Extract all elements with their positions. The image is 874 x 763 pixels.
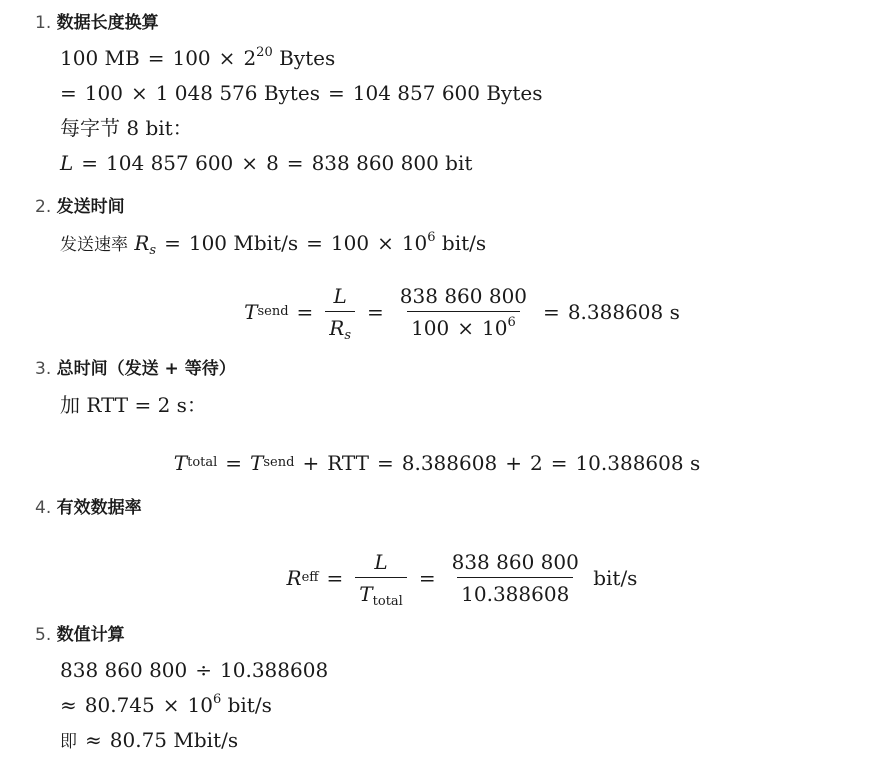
display-equation-send-time: T send = $\frac{L}{R_s}$ = $\frac{838 860 800}{100 \times 10^6}$ = 8.388608 s xyxy=(244,284,680,343)
section-number: 1. xyxy=(35,13,52,33)
section-title: 总时间（发送 + 等待） xyxy=(56,359,236,379)
section-3-heading xyxy=(35,356,236,382)
display-equation-effective-rate: R eff = $\frac{L}{T_{total}}$ = $\frac{838 860 800}{10.388608}$ bit/s xyxy=(286,550,638,609)
note-text: 加 RTT = 2 s： xyxy=(60,393,207,417)
equation-line: 即 ≈ 80.75 Mbit/s xyxy=(60,728,239,752)
section-1-heading xyxy=(35,10,159,36)
section-5-heading xyxy=(35,622,125,648)
display-equation-total-time: T total = T send + RTT = 8.388608 + 2 = 10.388608 s xyxy=(173,451,701,475)
equation-line: 100 MB = $100 \times 2^{20}$ Bytes xyxy=(60,45,336,70)
fraction: $\frac{838 860 800}{100 \times 10^6}$ xyxy=(399,284,528,340)
section-title: 有效数据率 xyxy=(56,498,142,518)
section-number: 2. xyxy=(35,197,52,217)
equation-line: ≈ $80.745 \times 10^6$ bit/s xyxy=(60,692,272,717)
note-text: 每字节 8 bit： xyxy=(60,116,193,140)
section-title: 数据长度换算 xyxy=(56,13,159,33)
section-number: 5. xyxy=(35,625,52,645)
fraction: $\frac{838 860 800}{10.388608}$ xyxy=(451,550,579,606)
section-2-heading xyxy=(35,194,125,220)
section-number: 3. xyxy=(35,359,52,379)
section-number: 4. xyxy=(35,498,52,518)
fraction: $\frac{L}{R_s}$ xyxy=(325,283,355,341)
section-4-heading xyxy=(35,495,142,521)
equation-line: = 100 × 1 048 576 Bytes = 104 857 600 Bytes xyxy=(60,81,543,105)
equation-line: 838 860 800 ÷ 10.388608 xyxy=(60,658,329,682)
equation-line: 发送速率 $R_s = 100$ Mbit/s = $100 \times 10^6$ bit/s xyxy=(60,230,487,258)
section-title: 发送时间 xyxy=(56,197,125,217)
section-title: 数值计算 xyxy=(56,625,125,645)
equation-line: L = 104 857 600 × 8 = 838 860 800 bit xyxy=(60,151,473,175)
fraction: $\frac{L}{T_{total}}$ xyxy=(355,549,407,607)
